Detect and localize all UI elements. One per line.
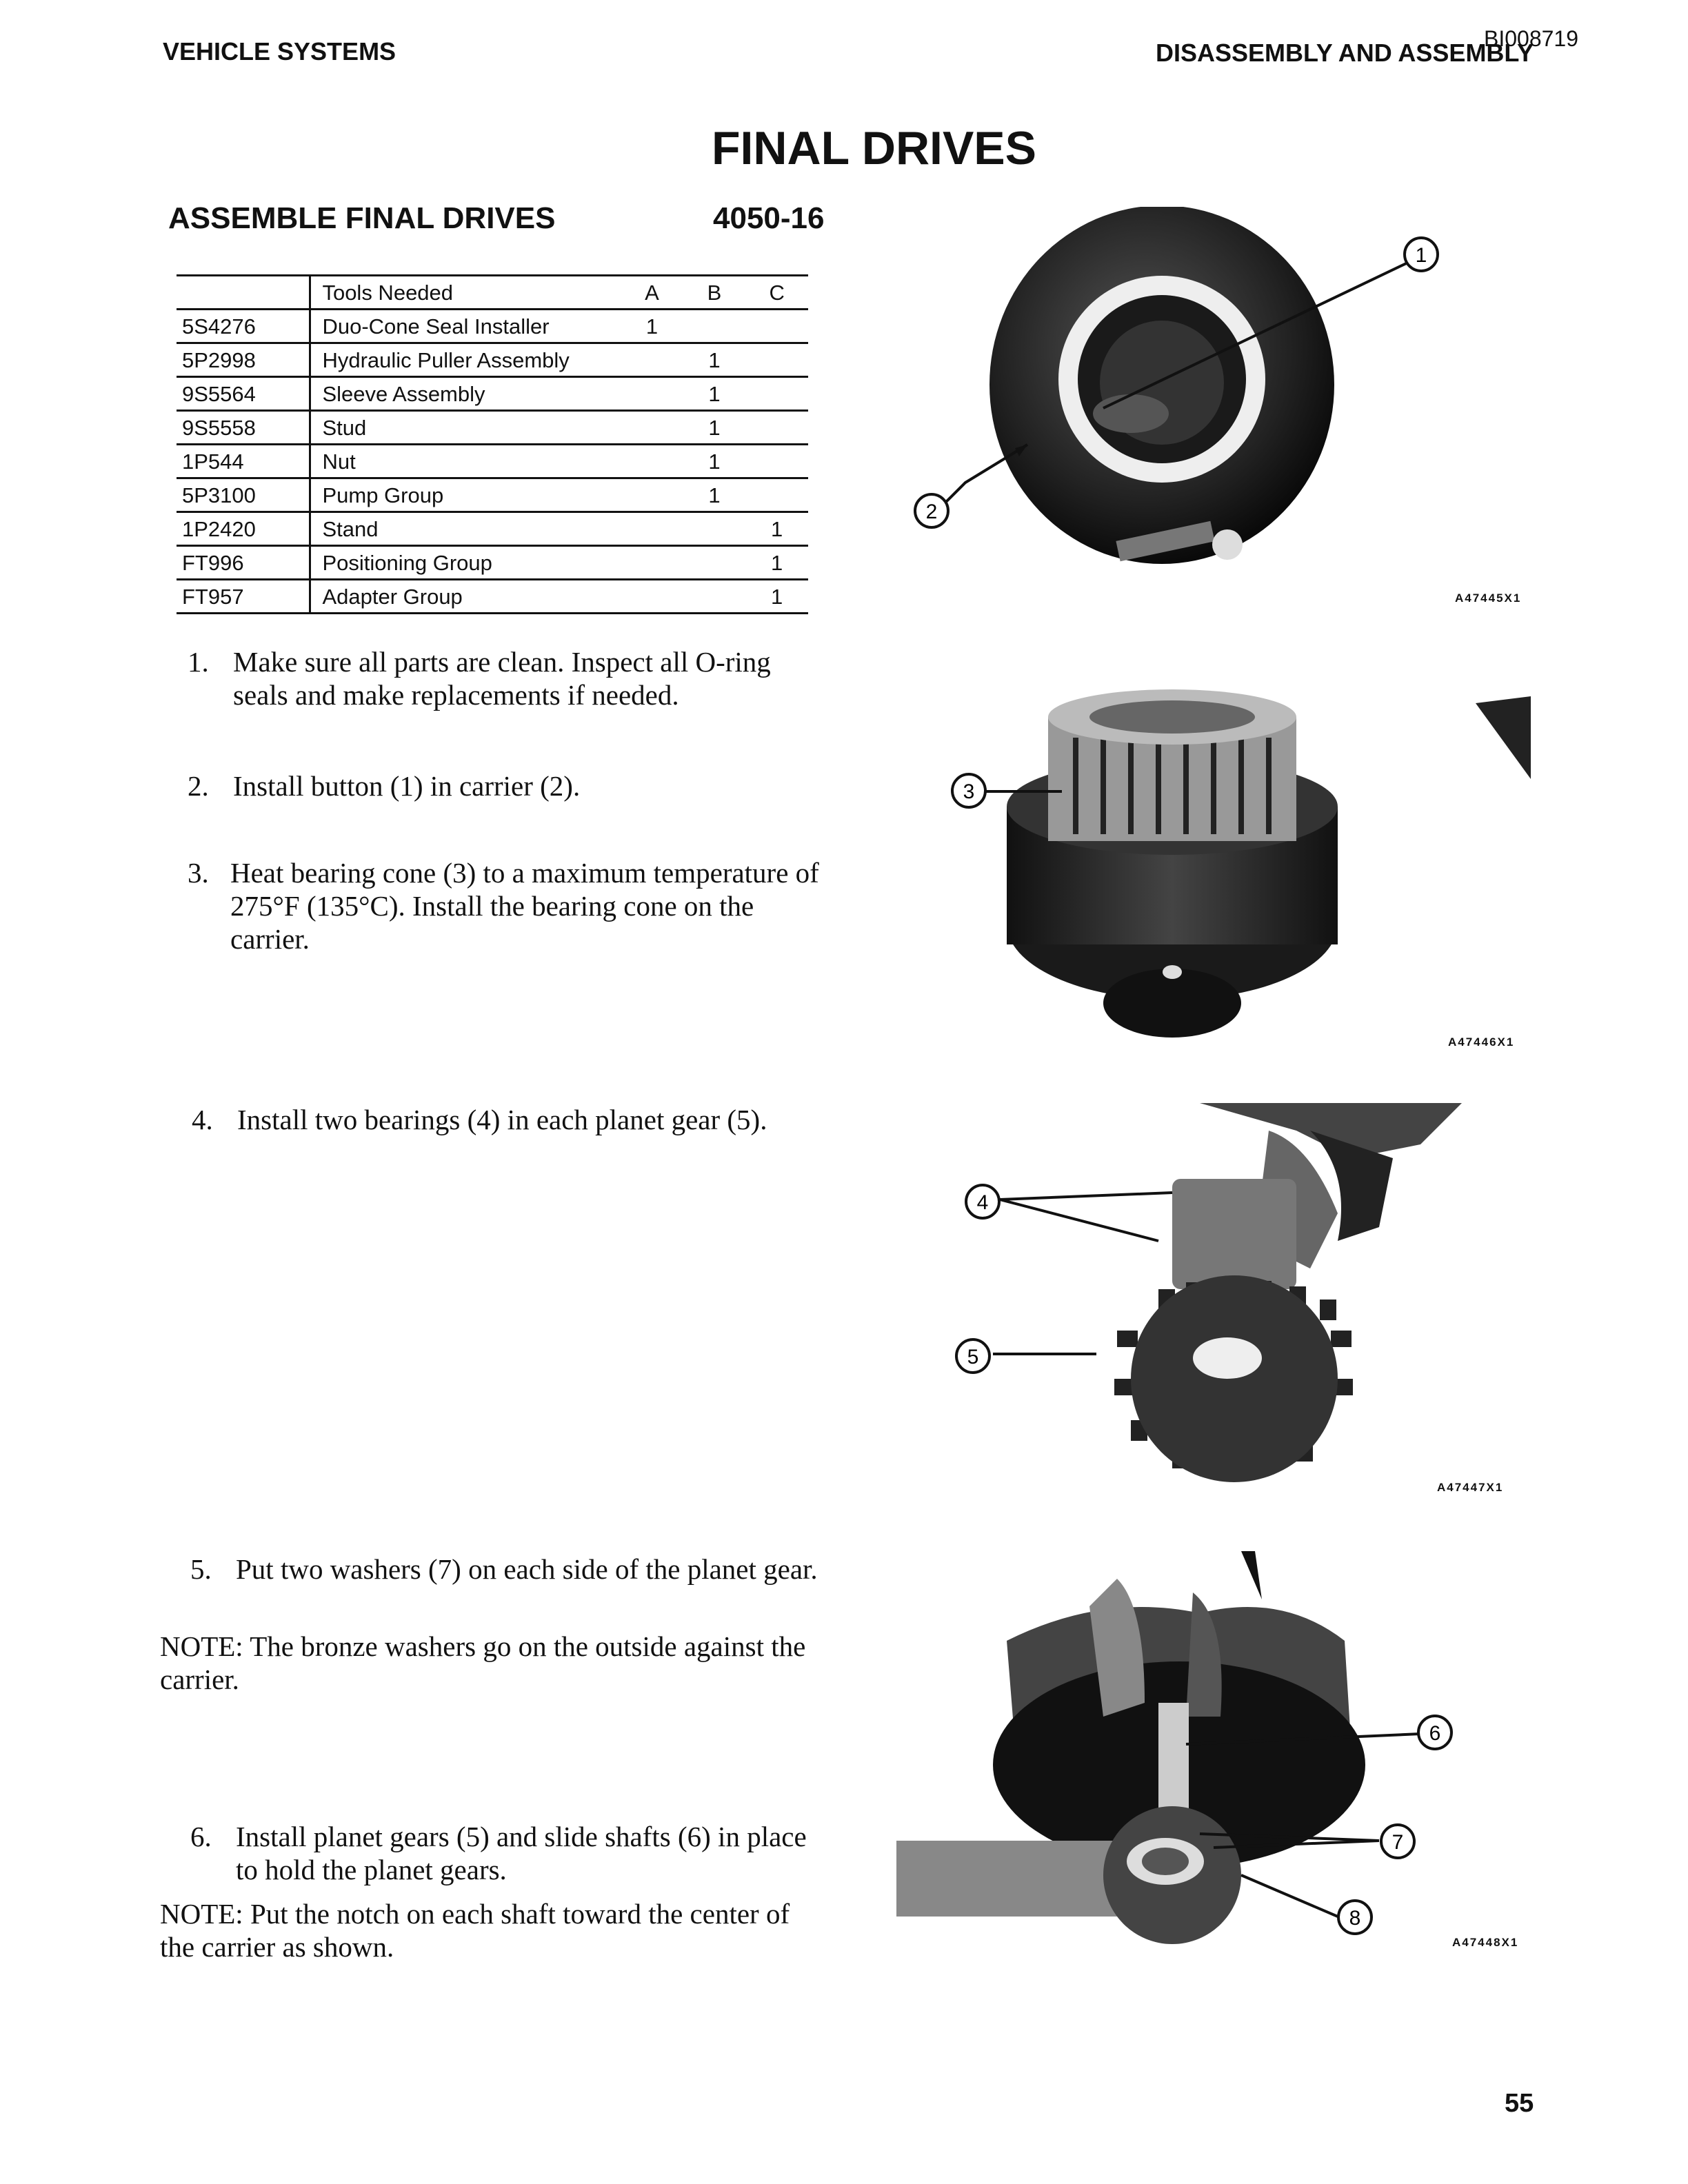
document-id: BI008719 — [1484, 26, 1579, 51]
step-text: Make sure all parts are clean. Inspect all O-ring seals and make replacements if needed. — [233, 646, 771, 711]
step-number: 5. — [190, 1553, 212, 1585]
page-number: 55 — [1505, 2089, 1534, 2118]
callout-5 — [953, 1336, 993, 1376]
header-part — [177, 276, 310, 310]
callout-label: 6 — [1429, 1722, 1441, 1745]
tool-name: Sleeve Assembly — [310, 377, 621, 411]
step-number: 6. — [190, 1821, 212, 1852]
tool-name: Stud — [310, 411, 621, 445]
note-bronze-washers: NOTE: The bronze washers go on the outside against the carrier. — [160, 1630, 806, 1695]
tool-name: Stand — [310, 512, 621, 546]
tool-name: Adapter Group — [310, 580, 621, 614]
step-number: 3. — [188, 857, 209, 889]
step-5 — [190, 1553, 825, 1586]
callout-2 — [912, 491, 952, 531]
figure-code: A47448X1 — [1452, 1936, 1519, 1949]
table-row — [177, 580, 808, 614]
section-code: 4050-16 — [713, 201, 825, 235]
qty-c — [745, 445, 808, 478]
table-row — [177, 411, 808, 445]
table-row — [177, 546, 808, 580]
qty-c — [745, 411, 808, 445]
callout-8 — [1335, 1897, 1375, 1937]
step-2 — [188, 769, 822, 802]
header-c: C — [745, 276, 808, 310]
tool-name: Hydraulic Puller Assembly — [310, 343, 621, 377]
qty-c: 1 — [745, 580, 808, 614]
qty-a — [621, 580, 683, 614]
qty-a — [621, 343, 683, 377]
callout-label: 3 — [963, 780, 975, 803]
photo-planet-gears-shafts — [896, 1537, 1558, 1965]
step-text: Put two washers (7) on each side of the planet gear. — [236, 1553, 818, 1585]
part-number: 5P2998 — [177, 343, 310, 377]
photo-planet-gear-bearings — [896, 1103, 1558, 1489]
note-shaft-notch: NOTE: Put the notch on each shaft toward the center of the carrier as shown. — [160, 1898, 790, 1963]
qty-c — [745, 478, 808, 512]
qty-b — [683, 580, 746, 614]
header-left: VEHICLE SYSTEMS — [163, 37, 396, 65]
tool-name: Positioning Group — [310, 546, 621, 580]
qty-b — [683, 546, 746, 580]
qty-a — [621, 411, 683, 445]
step-text: Install two bearings (4) in each planet gear (5). — [237, 1104, 767, 1135]
callout-3 — [949, 771, 989, 811]
step-3 — [188, 856, 822, 956]
qty-b: 1 — [683, 343, 746, 377]
table-row — [177, 512, 808, 546]
tool-name: Nut — [310, 445, 621, 478]
part-number: 1P544 — [177, 445, 310, 478]
page-title: FINAL DRIVES — [712, 122, 1037, 174]
callout-7 — [1378, 1821, 1418, 1861]
qty-a — [621, 512, 683, 546]
qty-a — [621, 445, 683, 478]
qty-a — [621, 478, 683, 512]
part-number: FT957 — [177, 580, 310, 614]
qty-b: 1 — [683, 377, 746, 411]
photo-bearing-cone — [896, 662, 1558, 1048]
step-text: Install button (1) in carrier (2). — [233, 770, 581, 802]
qty-b — [683, 310, 746, 343]
section-title: ASSEMBLE FINAL DRIVES — [168, 201, 556, 235]
qty-a: 1 — [621, 310, 683, 343]
part-number: 1P2420 — [177, 512, 310, 546]
callout-label: 7 — [1391, 1831, 1404, 1854]
table-row — [177, 377, 808, 411]
callout-label: 8 — [1349, 1907, 1361, 1930]
figure-code: A47447X1 — [1437, 1481, 1504, 1494]
step-6 — [190, 1820, 825, 1886]
step-4 — [192, 1103, 826, 1136]
callout-label: 2 — [925, 501, 938, 523]
table-row — [177, 343, 808, 377]
part-number: 9S5558 — [177, 411, 310, 445]
callout-label: 1 — [1415, 244, 1427, 267]
part-number: 5S4276 — [177, 310, 310, 343]
qty-c: 1 — [745, 512, 808, 546]
tools-table — [177, 274, 808, 614]
part-number: FT996 — [177, 546, 310, 580]
step-text: Heat bearing cone (3) to a maximum temperature of 275°F (135°C). Install the bearing cone on the carrier. — [230, 857, 819, 955]
qty-b: 1 — [683, 445, 746, 478]
header-b: B — [683, 276, 746, 310]
callout-label: 5 — [967, 1346, 979, 1368]
step-number: 1. — [188, 646, 209, 678]
table-row — [177, 478, 808, 512]
callout-1 — [1401, 234, 1441, 274]
part-number: 9S5564 — [177, 377, 310, 411]
qty-c — [745, 343, 808, 377]
header-tools-needed: Tools Needed — [310, 276, 621, 310]
step-number: 2. — [188, 770, 209, 802]
qty-c — [745, 310, 808, 343]
qty-a — [621, 377, 683, 411]
callout-label: 4 — [976, 1191, 989, 1214]
qty-a — [621, 546, 683, 580]
table-row — [177, 310, 808, 343]
qty-b: 1 — [683, 478, 746, 512]
table-row — [177, 445, 808, 478]
tools-table-header — [177, 276, 808, 310]
part-number: 5P3100 — [177, 478, 310, 512]
qty-c — [745, 377, 808, 411]
callout-4 — [963, 1182, 1003, 1222]
step-1 — [188, 645, 822, 711]
step-text: Install planet gears (5) and slide shafts (6) in place to hold the planet gears. — [236, 1821, 807, 1885]
figure-code: A47446X1 — [1448, 1035, 1515, 1049]
figure-code: A47445X1 — [1455, 592, 1522, 605]
qty-b — [683, 512, 746, 546]
header-a: A — [621, 276, 683, 310]
tool-name: Pump Group — [310, 478, 621, 512]
step-number: 4. — [192, 1104, 213, 1135]
qty-b: 1 — [683, 411, 746, 445]
callout-6 — [1415, 1712, 1455, 1752]
tool-name: Duo-Cone Seal Installer — [310, 310, 621, 343]
qty-c: 1 — [745, 546, 808, 580]
photo-carrier-button — [896, 207, 1558, 607]
header-right: DISASSEMBLY AND ASSEMBLY — [1156, 39, 1534, 67]
